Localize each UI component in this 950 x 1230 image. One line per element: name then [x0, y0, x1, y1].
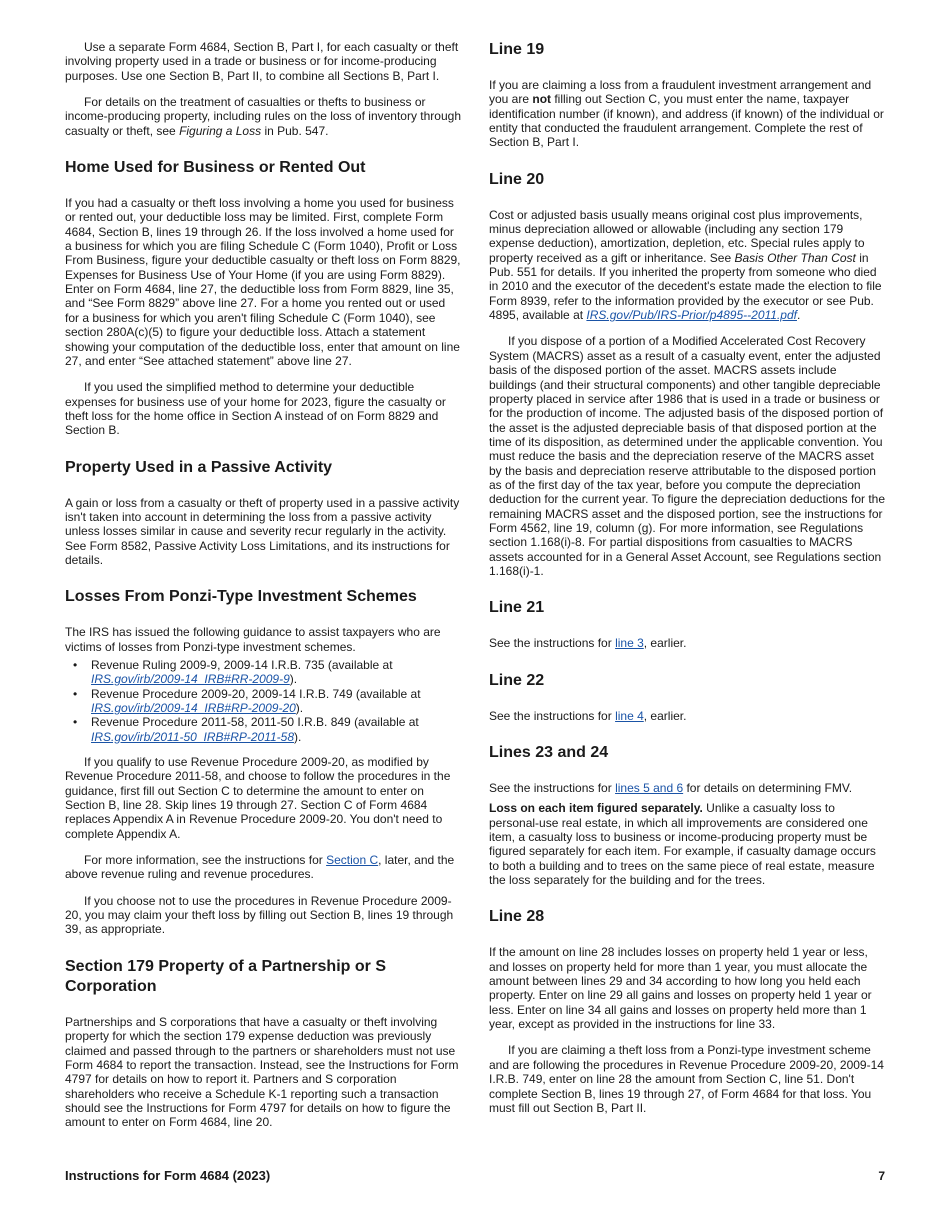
text-segment: , earlier.	[643, 708, 687, 723]
bullet-icon: •	[73, 657, 78, 672]
list-item-text: Revenue Procedure 2009-20, 2009-14 I.R.B. 749 (available at	[91, 686, 421, 701]
paragraph-line-22	[489, 709, 887, 723]
heading-home-used-for-business: Home Used for Business or Rented Out	[65, 159, 366, 177]
paragraph-line-28-allocate: If the amount on line 28 includes losses on property held 1 year or less, and losses on property held for more than 1 year, you must allocate the amount between lines 29 and 34 according to how long you held each property. Enter on line 29 all gains and losses on property held 1 year or less. Enter on line 34 all gains and losses on property held more than 1 year, except as provided in the instructions for line 33.	[489, 945, 872, 1032]
list-item	[65, 658, 461, 687]
paragraph-more-info	[65, 853, 461, 882]
heading-line-20: Line 20	[489, 170, 545, 188]
text-segment: For more information, see the instructions for	[84, 853, 327, 868]
paragraph-qualify-rev-proc: If you qualify to use Revenue Procedure 2009-20, as modified by Revenue Procedure 2011-58, and choose to follow the procedures in the guidance, first fill out Section C to determine the amount to enter on Section B, line 28. Skip lines 19 through 27. Section C of Form 4684 replaces Appendix A in Revenue Procedure 2009-20. You don't need to complete Appendix A.	[65, 755, 451, 841]
heading-line-28: Line 28	[489, 908, 545, 926]
link-lines-5-and-6[interactable]: lines 5 and 6	[615, 781, 684, 795]
list-item	[65, 687, 461, 716]
text-segment: Cost or adjusted basis usually means original cost plus improvements, minus depreciation allowed or allowable (including any section 179 expense deduction), amortization, depletion, etc. Special rules apply to property received as a gift or inheritance. See	[489, 207, 865, 265]
paragraph-choose-not: If you choose not to use the procedures in Revenue Procedure 2009-20, you may claim your theft loss by filling out Section B, lines 19 through 39, as appropriate.	[65, 893, 454, 937]
text-segment: .	[796, 308, 801, 323]
paragraph-line-20-macrs: If you dispose of a portion of a Modified Accelerated Cost Recovery System (MACRS) asset as a result of a casualty event, enter the adjusted basis of the disposed portion of the asset. MACRS assets include buildings (and their structural components) and other tangible depreciable property placed in service after 1986 that is used in a trade or business or for the production of income. The adjusted basis of the disposed portion of the asset is the adjusted depreciable basis of that disposed portion at the time of its disposition, as determined under the applicable convention. You must reduce the basis and the depreciation reserve of the MACRS asset by the basis and depreciation reserve attributable to the disposed portion as of the first day of the tax year, before you compute the depreciation deduction for the current year. To figure the depreciation deductions for the remaining MACRS asset and the disposed portion, see the instructions for Form 4562, line 19, column (g). For more information, see Regulations section 1.168(i)-8. For partial dispositions from casualties to MACRS assets accounted for in a General Asset Account, see Regulations section 1.168(i)-1.	[489, 334, 886, 578]
heading-line-19: Line 19	[489, 41, 545, 58]
heading-ponzi-schemes: Losses From Ponzi-Type Investment Schemes	[65, 588, 417, 606]
list-item-text: Revenue Ruling 2009-9, 2009-14 I.R.B. 735 (available at	[91, 657, 393, 672]
paragraph-line-21	[489, 636, 887, 650]
bullet-icon: •	[73, 686, 78, 701]
paragraph-section-179: Partnerships and S corporations that have a casualty or theft involving property for which the section 179 expense deduction was previously claimed and passed through to the partners or shareholders must not use Form 4684 to report the transaction. Instead, see the Instructions for Form 4797 for details on how to report it. Partners and S corporation shareholders who receive a Schedule K-1 reporting such a transaction should see the Instructions for Form 4797 for details on how to figure the amount to enter on Form 4684, line 20.	[65, 1014, 459, 1130]
run-in-heading: Loss on each item figured separately.	[489, 801, 703, 816]
link-rp-2009-20[interactable]: IRS.gov/irb/2009-14_IRB#RP-2009-20	[91, 701, 296, 715]
heading-lines-23-24: Lines 23 and 24	[489, 744, 609, 761]
text-segment: for details on determining FMV.	[683, 781, 853, 795]
paragraph-line-20-basis	[489, 208, 887, 323]
heading-line-22: Line 22	[489, 671, 545, 689]
paragraph-simplified-method: If you used the simplified method to determine your deductible expenses for business use of your home for 2023, figure the casualty or theft loss for the home office in Section A instead of on Form 8829 and Section B.	[65, 380, 446, 438]
heading-line-21: Line 21	[489, 599, 545, 617]
text-segment: , earlier.	[643, 636, 687, 651]
guidance-list	[65, 658, 461, 744]
paragraph-home-loss: If you had a casualty or theft loss involving a home you used for business or rented out, your deductible loss may be limited. First, complete Form 4684, Section B, lines 19 through 26. If the loss involved a home used for a business for which you are filing Schedule C (Form 1040), Profit or Loss From Business, figure your deductible casualty or theft loss on Form 8829, Expenses for Business Use of Your Home (if you are using Form 8829). Enter on Form 4684, line 27, the deductible loss from Form 8829, line 35, and “See Form 8829” above line 27. For a home you rented out or used for a business for which you aren't filing Schedule C (Form 1040), see section 280A(c)(5) to figure your deductible loss. Attach a statement showing your computation of the deductible loss, enter that amount on line 27, and enter “See attached statement” above line 27.	[65, 196, 461, 368]
text-segment: filling out Section C, you must enter the name, taxpayer identification number (if known), and address (if known) of the individual or entity that conducted the fraudulent arrangement. Complete the rest of Section B, Part I.	[489, 92, 884, 150]
text-segment: See the instructions for	[489, 636, 616, 651]
link-pub-4895[interactable]: IRS.gov/Pub/IRS-Prior/p4895--2011.pdf	[586, 308, 797, 323]
list-item-text: ).	[295, 701, 304, 715]
text-segment: If you are claiming a loss from a fraudulent investment arrangement and you are	[489, 78, 872, 107]
text-segment: in Pub. 547.	[261, 123, 329, 138]
paragraph-ponzi-guidance: The IRS has issued the following guidance to assist taxpayers who are victims of losses from Ponzi-type investment schemes.	[65, 625, 441, 654]
text-segment: , later, and the above revenue ruling and revenue procedures.	[65, 853, 455, 882]
link-rr-2009-9[interactable]: IRS.gov/irb/2009-14_IRB#RR-2009-9	[91, 672, 290, 687]
list-item	[65, 715, 461, 744]
link-line-3[interactable]: line 3	[615, 636, 644, 651]
list-item-text: ).	[289, 672, 298, 687]
link-line-4[interactable]: line 4	[615, 708, 644, 723]
paragraph-lines-23-24	[489, 781, 887, 795]
paragraph-loss-each-item	[489, 801, 887, 887]
paragraph-line-19	[489, 78, 887, 150]
link-rp-2011-58[interactable]: IRS.gov/irb/2011-50_IRB#RP-2011-58	[91, 729, 295, 744]
bold-emphasis: not	[532, 92, 552, 107]
paragraph-treatment-details	[65, 95, 461, 138]
heading-passive-activity: Property Used in a Passive Activity	[65, 458, 333, 476]
paragraph-separate-form: Use a separate Form 4684, Section B, Part I, for each casualty or theft involving property used in a trade or business or for income-producing purposes. Use one Section B, Part II, to combine all Sections B, Part I.	[65, 40, 459, 83]
footer-form-title: Instructions for Form 4684 (2023)	[65, 1168, 271, 1183]
page-number: 7	[878, 1169, 885, 1183]
italic-reference: Basis Other Than Cost	[734, 250, 856, 265]
link-section-c[interactable]: Section C	[326, 853, 379, 868]
list-item-text: ).	[294, 729, 302, 744]
paragraph-passive-activity: A gain or loss from a casualty or theft of property used in a passive activity isn't taken into account in determining the loss from a passive activity unless losses similar in cause and severity recur regularly in the activity. See Form 8582, Passive Activity Loss Limitations, and its instructions for details.	[65, 495, 460, 567]
italic-reference: Figuring a Loss	[179, 123, 262, 138]
heading-section-179: Section 179 Property of a Partnership or S Corporation	[65, 957, 386, 995]
text-segment: in Pub. 551 for details. If you inherited the property from someone who died in 2010 and the executor of the decedent's estate made the election to file Form 8939, refer to the information provided by the executor or see Pub. 4895, available at	[489, 250, 882, 323]
left-column	[65, 40, 461, 1142]
text-segment: Unlike a casualty loss to personal-use real estate, in which all improvements are considered one item, a casualty loss to business or income-producing property must be figured separately for each item. For example, if casualty damage occurs to both a building and to trees on the same piece of real estate, measure the loss separately for the building and for the trees.	[489, 801, 876, 888]
right-column	[489, 40, 887, 1127]
text-segment: See the instructions for	[489, 781, 616, 795]
paragraph-line-28-ponzi: If you are claiming a theft loss from a Ponzi-type investment scheme and are following the procedures in Revenue Procedure 2009-20, 2009-14 I.R.B. 749, enter on line 28 the amount from Section C, line 51. Don't complete Section B, lines 19 through 27, of Form 4684 for that loss. You must fill out Section B, Part II.	[489, 1043, 884, 1115]
text-segment: See the instructions for	[489, 708, 616, 723]
text-segment: For details on the treatment of casualties or thefts to business or income-producing property, including rules on the loss of inventory through casualty or theft, see	[65, 95, 461, 138]
list-item-text: Revenue Procedure 2011-58, 2011-50 I.R.B. 849 (available at	[91, 715, 419, 730]
bullet-icon: •	[73, 715, 78, 730]
